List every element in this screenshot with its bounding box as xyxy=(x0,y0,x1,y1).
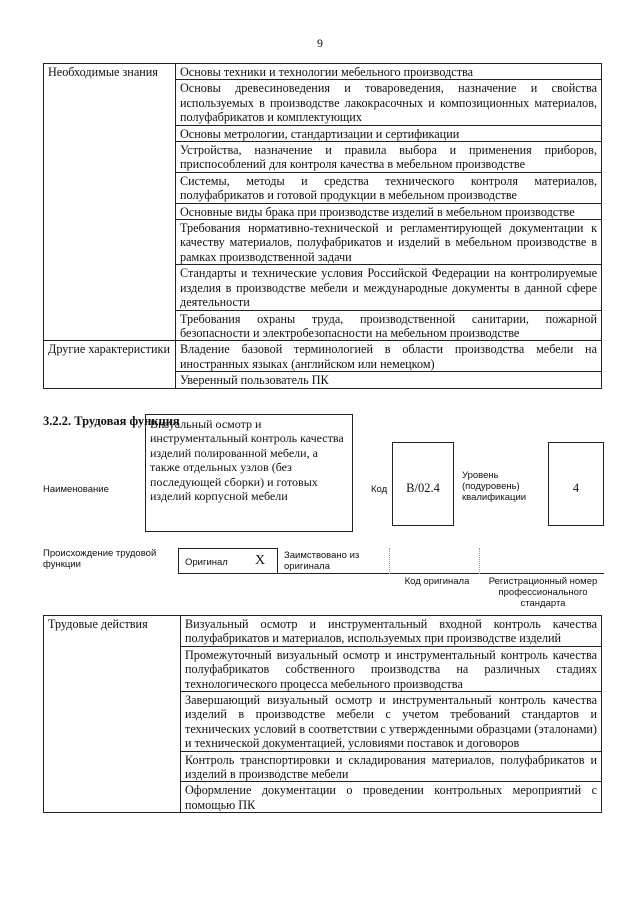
function-name-box xyxy=(145,414,353,532)
code-value: В/02.4 xyxy=(406,481,440,495)
action-row xyxy=(44,616,602,647)
origin-label: Происхождение трудовой функции xyxy=(43,548,157,570)
original-cell xyxy=(178,548,278,574)
borrowed-cell xyxy=(278,548,390,574)
other-item: Владение базовой терминологией в области производства мебели на иностранных языках (английском или немецком) xyxy=(176,341,602,372)
other-item: Уверенный пользователь ПК xyxy=(176,372,602,388)
knowledge-row xyxy=(44,64,602,80)
knowledge-item: Основы древесиноведения и товароведения, назначение и свойства используемых в производстве лакокрасочных и композиционных материалов, полуфабрикатов и комплектующих xyxy=(176,80,602,125)
name-label: Наименование xyxy=(43,484,109,495)
knowledge-table xyxy=(43,63,602,389)
original-label: Оригинал xyxy=(185,557,228,568)
knowledge-item: Системы, методы и средства технического контроля материалов, полуфабрикатов и готовой продукции в мебельном производстве xyxy=(176,172,602,203)
level-box xyxy=(548,442,604,526)
code-box xyxy=(392,442,454,526)
origin-row xyxy=(178,548,604,574)
code-original-cell xyxy=(390,548,480,574)
level-value: 4 xyxy=(572,481,580,495)
action-item: Визуальный осмотр и инструментальный входной контроль качества полуфабрикатов и материалов, используемых при производстве изделий xyxy=(181,616,602,647)
code-original-label: Код оригинала xyxy=(404,576,470,587)
action-item: Промежуточный визуальный осмотр и инструментальный контроль качества полуфабрикатов собственного производства на различных стадиях технологического процесса мебельного производства xyxy=(181,646,602,691)
action-item: Контроль транспортировки и складирования материалов, полуфабрикатов и изделий в производстве мебели xyxy=(181,751,602,782)
knowledge-item: Основные виды брака при производстве изделий в мебельном производстве xyxy=(176,203,602,219)
page-number: 9 xyxy=(317,36,323,50)
knowledge-item: Требования нормативно-технической и регламентирующей документации к качеству материалов, полуфабрикатов и изделий в мебельном производстве в рамках производственной задачи xyxy=(176,220,602,265)
original-mark: X xyxy=(255,553,266,568)
knowledge-item: Требования охраны труда, производственной санитарии, пожарной безопасности и электробезопасности на мебельном производстве xyxy=(176,310,602,341)
code-label: Код xyxy=(371,484,388,495)
knowledge-item: Основы техники и технологии мебельного производства xyxy=(176,64,602,80)
knowledge-item: Устройства, назначение и правила выбора и применения приборов, приспособлений для контроля качества в мебельном производстве xyxy=(176,142,602,173)
other-row xyxy=(44,341,602,372)
borrowed-label: Заимствовано из оригинала xyxy=(284,550,360,572)
function-name-value: Визуальный осмотр и инструментальный контроль качества изделий полированной мебели, а также отдельных узлов (без последующей сборки) и готовых изделий корпусной мебели xyxy=(150,417,344,504)
actions-label: Трудовые действия xyxy=(44,616,181,813)
level-label: Уровень (подуровень) квалификации xyxy=(462,470,527,503)
section-title: 3.2.2. Трудовая функция xyxy=(43,414,180,428)
knowledge-item: Основы метрологии, стандартизации и сертификации xyxy=(176,125,602,141)
knowledge-item: Стандарты и технические условия Российской Федерации на контролируемые изделия в производстве мебели и международные документы в данной сфере деятельности xyxy=(176,265,602,310)
action-item: Завершающий визуальный осмотр и инструментальный контроль качества изделий в производстве мебели с учетом требований стандартов и технических условий в соответствии с утвержденными образцами (эталонами) и технической документацией, условиями поставок и договоров xyxy=(181,692,602,752)
knowledge-label: Необходимые знания xyxy=(44,64,176,341)
action-item: Оформление документации о проведении контрольных мероприятий с помощью ПК xyxy=(181,782,602,813)
actions-table xyxy=(43,615,602,813)
reg-number-label: Регистрационный номер профессионального стандарта xyxy=(488,576,598,609)
reg-number-cell xyxy=(480,548,604,574)
other-label: Другие характеристики xyxy=(44,341,176,388)
